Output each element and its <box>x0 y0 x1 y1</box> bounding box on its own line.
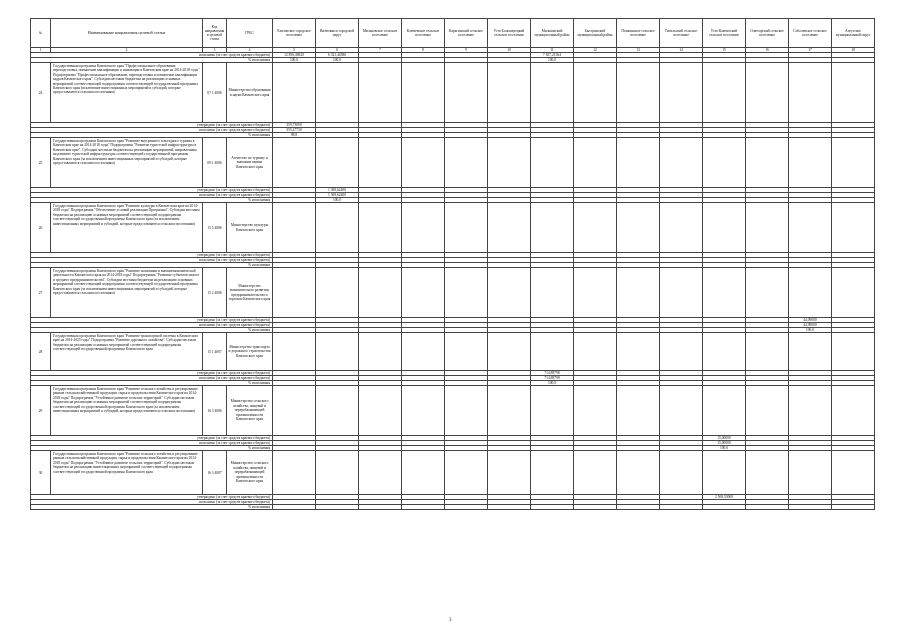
value-cell: 359,73090 <box>273 123 316 128</box>
value-cell <box>746 505 789 510</box>
column-number: 6 <box>316 48 359 53</box>
value-cell <box>617 451 660 495</box>
value-cell <box>703 203 746 253</box>
value-cell <box>832 505 875 510</box>
header-municipality: Пенжинское сельское поселение <box>617 19 660 48</box>
value-cell <box>574 505 617 510</box>
value-cell <box>531 451 574 495</box>
program-number: 26 <box>31 203 51 253</box>
value-cell: 15,00000 <box>703 441 746 446</box>
value-cell <box>617 63 660 123</box>
program-grbs: Министерство культуры Камчатского края <box>227 203 273 253</box>
value-cell <box>488 451 531 495</box>
value-cell <box>703 138 746 188</box>
row-label: исполнено (за счет средств краевого бюджета) <box>31 258 273 263</box>
value-cell <box>488 138 531 188</box>
value-cell <box>660 386 703 436</box>
program-row <box>31 333 875 371</box>
value-cell <box>445 333 488 371</box>
row-label: исполнено (за счет средств краевого бюджета) <box>31 53 273 58</box>
program-number: 29 <box>31 386 51 436</box>
value-cell <box>789 268 832 318</box>
row-label: % исполнения <box>31 198 273 203</box>
value-cell <box>660 333 703 371</box>
header-municipality: Вилючинск городской округ <box>316 19 359 48</box>
row-label: утверждено (за счет средств краевого бюджета) <box>31 318 273 323</box>
value-cell <box>660 505 703 510</box>
value-cell <box>273 63 316 123</box>
program-code: 13 5 4086 <box>203 203 227 253</box>
value-cell <box>273 138 316 188</box>
value-cell <box>617 505 660 510</box>
value-cell <box>832 138 875 188</box>
value-cell <box>402 451 445 495</box>
program-number: 27 <box>31 268 51 318</box>
program-code: 15 2 4086 <box>203 268 227 318</box>
program-description: Государственная программа Камчатского края "Развитие сельского хозяйства и регулирование рынков сельскохозяйственной продукции, сырья и продовольствия Камчатского края на 2014-2018 годы" Подпрограмма "Устойчивое развитие сельских территорий". Субсидии местным бюджетам на реализацию инвестиционных мероприятий соответствующей подпрограммы соответствующей государственной программы Камчатского края <box>51 451 203 495</box>
value-cell <box>273 451 316 495</box>
value-cell <box>488 63 531 123</box>
value-cell <box>746 63 789 123</box>
header-municipality: Мильковский муниципальный район <box>531 19 574 48</box>
value-cell <box>574 451 617 495</box>
column-number: 15 <box>703 48 746 53</box>
column-number: 2 <box>51 48 203 53</box>
value-cell <box>359 138 402 188</box>
column-number: 18 <box>832 48 875 53</box>
value-cell <box>402 505 445 510</box>
value-cell <box>746 268 789 318</box>
value-cell <box>531 505 574 510</box>
value-cell <box>617 386 660 436</box>
value-cell <box>445 63 488 123</box>
value-cell: 12 856,46920 <box>273 53 316 58</box>
row-label: утверждено (за счет средств краевого бюджета) <box>31 371 273 376</box>
value-cell <box>402 63 445 123</box>
program-row <box>31 451 875 495</box>
value-cell <box>359 203 402 253</box>
value-cell <box>531 386 574 436</box>
value-cell <box>445 386 488 436</box>
header-municipality: Тигильский сельское поселение <box>660 19 703 48</box>
value-cell <box>660 268 703 318</box>
value-cell: 100,0 <box>273 58 316 63</box>
program-description: Государственная программа Камчатского края "Развитие культуры в Камчатском крае на 2014-2018 годы" Подпрограмма "Обеспечение условий реализации Программы". Субсидии местным бюджетам на реализацию основных мероприятий соответствующей подпрограммы соответствующей государственной программы Камчатского края (за исключением инвестиционных мероприятий и субсидий, которые предоставляются сельским поселениям) <box>51 203 203 253</box>
program-code: 16 3 4086 <box>203 386 227 436</box>
row-label: % исполнения <box>31 133 273 138</box>
program-number: 25 <box>31 138 51 188</box>
value-cell <box>574 203 617 253</box>
row-label: исполнено (за счет средств краевого бюджета) <box>31 441 273 446</box>
program-number: 30 <box>31 451 51 495</box>
header-municipality: Усть-Камчатский сельское поселение <box>703 19 746 48</box>
program-grbs: Министерство сельского хозяйства, пищевой и перерабатывающей промышленности Камчатского края <box>227 451 273 495</box>
value-cell <box>617 333 660 371</box>
value-cell <box>832 333 875 371</box>
value-cell <box>488 268 531 318</box>
column-number: 14 <box>660 48 703 53</box>
document-page <box>30 18 872 510</box>
header-municipality: Усть-Большерецкий сельское поселение <box>488 19 531 48</box>
value-cell <box>746 203 789 253</box>
value-cell <box>703 451 746 495</box>
row-label: исполнено (за счет средств краевого бюджета) <box>31 193 273 198</box>
row-label: % исполнения <box>31 505 273 510</box>
value-cell <box>316 451 359 495</box>
value-cell <box>789 386 832 436</box>
value-cell <box>359 268 402 318</box>
value-cell <box>617 268 660 318</box>
program-number: 28 <box>31 333 51 371</box>
value-cell: 100,0 <box>703 446 746 451</box>
program-description: Государственная программа Камчатского края "Профессиональное образование, переподготовка, повышение квалификации и инновации в Камчатском крае на 2014-2018 годы" Подпрограмма "Профессиональное образование, переподготовка и повышение квалификации кадров Камчатского края". Субсидии местным бюджетам на реализацию основных мероприятий соответствующей подпрограммы соответствующей государственной программы Камчатского края (исключение инвестиционных мероприятий и субсидий, которые предоставляются сельским поселениям) <box>51 63 203 123</box>
value-cell <box>574 138 617 188</box>
page-number: 3 <box>449 618 452 623</box>
value-cell: 100,0 <box>531 381 574 386</box>
program-number: 24 <box>31 63 51 123</box>
value-cell <box>359 386 402 436</box>
header-grbs: ГРБС <box>227 19 273 48</box>
value-cell <box>316 63 359 123</box>
value-cell: 7 657,21364 <box>531 53 574 58</box>
value-cell <box>617 138 660 188</box>
value-cell <box>488 203 531 253</box>
value-cell <box>359 451 402 495</box>
program-grbs: Министерство сельского хозяйства, пищевой и перерабатывающей промышленности Камчатского края <box>227 386 273 436</box>
value-cell <box>789 138 832 188</box>
value-cell <box>789 203 832 253</box>
column-number: 1 <box>31 48 51 53</box>
row-label: % исполнения <box>31 381 273 386</box>
column-number: 9 <box>445 48 488 53</box>
column-number: 7 <box>359 48 402 53</box>
value-cell: 44,09000 <box>789 318 832 323</box>
value-cell: 1 369,62400 <box>316 188 359 193</box>
row-label: исполнено (за счет средств краевого бюджета) <box>31 323 273 328</box>
value-cell <box>445 138 488 188</box>
value-cell: 100,0 <box>789 328 832 333</box>
program-description: Государственная программа Камчатского края "Развитие экономики и внешнеэкономической деятельности Камчатского края на 2014-2018 годы" Подпрограмма "Развитие субъектов малого и среднего предпринимательства". Субсидии местным бюджетам на реализацию основных мероприятий соответствующей подпрограммы соответствующей государственной программы Камчатского края (за исключением инвестиционных мероприятий и субсидий, которые предоставляются сельским поселениям) <box>51 268 203 318</box>
value-cell: 15,00000 <box>703 436 746 441</box>
column-number: 10 <box>488 48 531 53</box>
row-label: % исполнения <box>31 58 273 63</box>
value-cell <box>273 386 316 436</box>
value-cell: 44,09000 <box>789 323 832 328</box>
row-label: % исполнения <box>31 446 273 451</box>
value-cell <box>273 333 316 371</box>
row-label: исполнено (за счет средств краевого бюджета) <box>31 128 273 133</box>
value-cell: 100,0 <box>316 198 359 203</box>
program-grbs: Агентство по туризму и внешним связям Камчатского края <box>227 138 273 188</box>
value-cell <box>832 203 875 253</box>
value-cell <box>660 451 703 495</box>
value-cell <box>359 63 402 123</box>
header-municipality: Елизовское городское поселение <box>273 19 316 48</box>
value-cell <box>574 333 617 371</box>
value-cell <box>531 203 574 253</box>
column-number: 12 <box>574 48 617 53</box>
header-num: № <box>31 19 51 48</box>
value-cell <box>488 505 531 510</box>
value-cell <box>531 138 574 188</box>
value-cell <box>316 505 359 510</box>
column-number: 5 <box>273 48 316 53</box>
program-grbs: Министерство экономического развития, предпринимательства и торговли Камчатского края <box>227 268 273 318</box>
program-grbs: Министерство транспорта и дорожного строительства Камчатского края <box>227 333 273 371</box>
row-label: утверждено (за счет средств краевого бюджета) <box>31 188 273 193</box>
value-cell <box>531 333 574 371</box>
program-row <box>31 63 875 123</box>
value-cell <box>359 333 402 371</box>
value-cell <box>316 386 359 436</box>
column-number: 11 <box>531 48 574 53</box>
value-cell: 355,47730 <box>273 128 316 133</box>
program-row <box>31 386 875 436</box>
value-cell <box>273 505 316 510</box>
value-cell: 714,88798 <box>531 376 574 381</box>
value-cell <box>488 386 531 436</box>
value-cell <box>531 63 574 123</box>
row-label: % исполнения <box>31 263 273 268</box>
header-municipality: Быстринский муниципальный район <box>574 19 617 48</box>
row-label: % исполнения <box>31 328 273 333</box>
header-name: Наименование направления целевой статьи <box>51 19 203 48</box>
value-cell <box>273 203 316 253</box>
value-cell <box>617 203 660 253</box>
value-cell <box>402 268 445 318</box>
row-label: утверждено (за счет средств краевого бюджета) <box>31 436 273 441</box>
value-cell <box>445 505 488 510</box>
value-cell <box>531 268 574 318</box>
value-cell <box>316 333 359 371</box>
value-cell: 100,0 <box>531 58 574 63</box>
header-municipality: Соболевское сельское поселение <box>789 19 832 48</box>
header-municipality: Алеутское муниципальный округ <box>832 19 875 48</box>
value-cell <box>832 451 875 495</box>
value-cell: 1 369,62400 <box>316 193 359 198</box>
value-cell <box>488 333 531 371</box>
header-municipality: Олюторский сельское поселение <box>746 19 789 48</box>
value-cell <box>574 268 617 318</box>
value-cell <box>445 451 488 495</box>
value-cell <box>660 203 703 253</box>
header-municipality: Мильковское сельское поселение <box>359 19 402 48</box>
program-code: 09 1 4086 <box>203 138 227 188</box>
column-number: 3 <box>203 48 227 53</box>
program-row <box>31 268 875 318</box>
value-cell <box>832 386 875 436</box>
value-cell <box>789 505 832 510</box>
value-cell <box>789 451 832 495</box>
value-cell <box>273 268 316 318</box>
program-description: Государственная программа Камчатского края "Развитие транспортной системы в Камчатском крае на 2014-2025 годы" Подпрограмма "Развитие дорожного хозяйства". Субсидии местным бюджетам на реализацию основных мероприятий соответствующей подпрограммы соответствующей государственной программы Камчатского края <box>51 333 203 371</box>
value-cell <box>703 268 746 318</box>
column-number: 16 <box>746 48 789 53</box>
value-cell <box>746 451 789 495</box>
row-label: утверждено (за счет средств краевого бюджета) <box>31 495 273 500</box>
value-cell: 100,0 <box>316 58 359 63</box>
value-cell <box>402 386 445 436</box>
program-description: Государственная программа Камчатского края "Развитие сельского хозяйства и регулирование рынков сельскохозяйственной продукции, сырья и продовольствия Камчатского края на 2014-2018 годы" Подпрограмма "Устойчивое развитие сельских территорий". Субсидии местным бюджетам на реализацию основных мероприятий соответствующей подпрограммы соответствующей государственной программы Камчатского края (за исключением инвестиционных мероприятий и субсидий, которые предоставляются сельским поселениям) <box>51 386 203 436</box>
program-row <box>31 138 875 188</box>
column-number: 4 <box>227 48 273 53</box>
value-cell <box>832 268 875 318</box>
value-cell <box>316 268 359 318</box>
program-description: Государственная программа Камчатского края "Развитие внутреннего и въездного туризма в Камчатском крае на 2014-2018 годы" Подпрограмма "Развитие туристской инфраструктуры в Камчатском крае". Субсидии местным бюджетам на реализацию мероприятий, направленных на развитие туристской инфраструктуры соответствующей государственной программы Камчатского края (за исключением инвестиционных мероприятий и субсидий, которые предоставляются сельским поселениям) <box>51 138 203 188</box>
program-code: 16 3 4087 <box>203 451 227 495</box>
value-cell <box>574 386 617 436</box>
value-cell <box>402 203 445 253</box>
value-cell <box>316 138 359 188</box>
value-cell: 714,88798 <box>531 371 574 376</box>
value-cell: 6 321,44586 <box>316 53 359 58</box>
column-number: 13 <box>617 48 660 53</box>
program-row <box>31 203 875 253</box>
row-label: утверждено (за счет средств краевого бюджета) <box>31 253 273 258</box>
header-code: Код направления в целевой статье <box>203 19 227 48</box>
header-municipality: Карагинский сельское поселение <box>445 19 488 48</box>
row-label: исполнено (за счет средств краевого бюджета) <box>31 500 273 505</box>
value-cell <box>703 333 746 371</box>
value-cell <box>703 63 746 123</box>
value-cell <box>832 63 875 123</box>
value-cell <box>703 505 746 510</box>
program-code: 15 1 4007 <box>203 333 227 371</box>
value-cell <box>660 138 703 188</box>
value-cell <box>574 63 617 123</box>
column-number: 17 <box>789 48 832 53</box>
value-cell <box>746 386 789 436</box>
value-cell <box>316 203 359 253</box>
value-cell <box>746 138 789 188</box>
value-cell <box>660 63 703 123</box>
value-cell <box>402 333 445 371</box>
column-number: 8 <box>402 48 445 53</box>
budget-table <box>30 18 875 510</box>
row-label: утверждено (за счет средств краевого бюджета) <box>31 123 273 128</box>
row-label: исполнено (за счет средств краевого бюджета) <box>31 376 273 381</box>
table-header-row <box>31 19 875 48</box>
table-row <box>31 505 875 510</box>
header-municipality: Ключевское сельское поселение <box>402 19 445 48</box>
value-cell <box>703 386 746 436</box>
value-cell <box>445 268 488 318</box>
value-cell: 98,8 <box>273 133 316 138</box>
value-cell <box>746 333 789 371</box>
program-code: 07 1 4086 <box>203 63 227 123</box>
value-cell <box>789 333 832 371</box>
value-cell <box>359 505 402 510</box>
value-cell <box>789 63 832 123</box>
value-cell: 2 569,53000 <box>703 495 746 500</box>
program-grbs: Министерство образования и науки Камчатского края <box>227 63 273 123</box>
value-cell <box>445 203 488 253</box>
value-cell <box>402 138 445 188</box>
